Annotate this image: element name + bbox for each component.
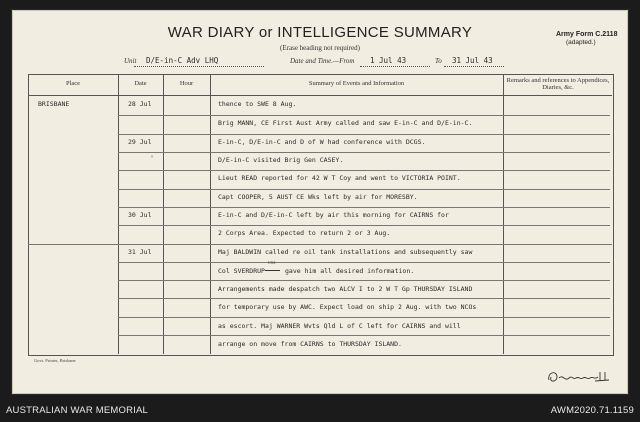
column-header-place: Place xyxy=(65,80,81,87)
row-rule xyxy=(118,298,610,299)
entry-text: E-in-C and D/E-in-C left by air this morning for CAIRNS for xyxy=(218,211,449,219)
from-line xyxy=(360,66,430,67)
row-rule xyxy=(118,280,610,281)
entry-text: Maj BALDWIN called re oil tank installations and subsequently saw xyxy=(218,248,473,256)
to-line xyxy=(444,66,504,67)
entry-text: Brig MANN, CE First Aust Army called and saw E-in-C and D/E-in-C. xyxy=(218,119,473,127)
correction-mark: USA xyxy=(268,260,276,265)
unit-line xyxy=(134,66,264,67)
entry-text: Lieut READ reported for 42 W T Coy and went to VICTORIA POINT. xyxy=(218,174,461,182)
row-rule xyxy=(118,225,610,226)
entry-text: as escort. Maj WARNER Wvts Qld L of C left for CAIRNS and will xyxy=(218,322,461,330)
column-header-remarks: Remarks and references to Appendices, Diaries, &c. xyxy=(506,77,610,91)
handwritten-signature xyxy=(545,368,615,386)
date-time-label: Date and Time.—From xyxy=(290,57,355,65)
page-title: WAR DIARY or INTELLIGENCE SUMMARY xyxy=(167,24,473,41)
entry-text: D/E-in-C visited Brig Gen CASEY. xyxy=(218,156,344,164)
printer-note: Govt. Printer, Brisbane xyxy=(34,358,76,363)
column-header-hour: Hour xyxy=(179,80,194,87)
entry-date: " xyxy=(150,154,154,162)
unit-label: Unit xyxy=(124,57,137,65)
form-adapted: (adapted.) xyxy=(566,39,596,46)
to-value: 31 Jul 43 xyxy=(452,56,493,65)
entry-text: E-in-C, D/E-in-C and D of W had conference with DCGS. xyxy=(218,138,426,146)
row-rule xyxy=(118,317,610,318)
from-value: 1 Jul 43 xyxy=(370,56,407,65)
row-rule xyxy=(118,134,610,135)
page-subtitle: (Erase heading not required) xyxy=(280,44,360,52)
column-divider xyxy=(163,74,164,354)
footer-accession: AWM2020.71.1159 xyxy=(550,405,634,416)
row-rule xyxy=(118,262,610,263)
unit-value: D/E-in-C Adv LHQ xyxy=(146,56,219,65)
column-divider xyxy=(503,74,504,354)
to-label: To xyxy=(435,57,442,65)
column-divider xyxy=(210,74,211,354)
entry-place: BRISBANE xyxy=(38,100,70,108)
entry-date: 28 Jul xyxy=(128,100,152,108)
entry-date: 31 Jul xyxy=(128,248,152,256)
entry-text: arrange on move from CAIRNS to THURSDAY ISLAND. xyxy=(218,340,402,348)
entry-text: Arrangements made despatch two ALCV I to 2 W T Gp THURSDAY ISLAND xyxy=(218,285,473,293)
row-rule xyxy=(118,152,610,153)
row-rule xyxy=(118,189,610,190)
entry-text: Col SVERDRUP xyxy=(218,267,265,275)
entry-date: 30 Jul xyxy=(128,211,152,219)
entry-text: gave him all desired information. xyxy=(285,267,415,275)
row-rule xyxy=(118,170,610,171)
column-divider xyxy=(118,74,119,354)
column-header-summary: Summary of Events and Information xyxy=(308,80,405,87)
column-header-date: Date xyxy=(134,80,147,87)
row-rule xyxy=(118,207,610,208)
row-rule xyxy=(118,115,610,116)
row-rule xyxy=(118,335,610,336)
strikethrough xyxy=(265,270,280,271)
entry-text: for temporary use by AWC. Expect load on ship 2 Aug. with two NCOs xyxy=(218,303,477,311)
header-divider xyxy=(28,95,612,96)
footer-institution: AUSTRALIAN WAR MEMORIAL xyxy=(6,405,149,416)
entry-text: thence to SWE 8 Aug. xyxy=(218,100,297,108)
row-rule xyxy=(28,244,612,245)
entry-text: Capt COOPER, 5 AUST CE Wks left by air for MORESBY. xyxy=(218,193,418,201)
entry-date: 29 Jul xyxy=(128,138,152,146)
entry-text: 2 Corps Area. Expected to return 2 or 3 Aug. xyxy=(218,229,391,237)
form-number: Army Form C.2118 xyxy=(556,31,618,38)
